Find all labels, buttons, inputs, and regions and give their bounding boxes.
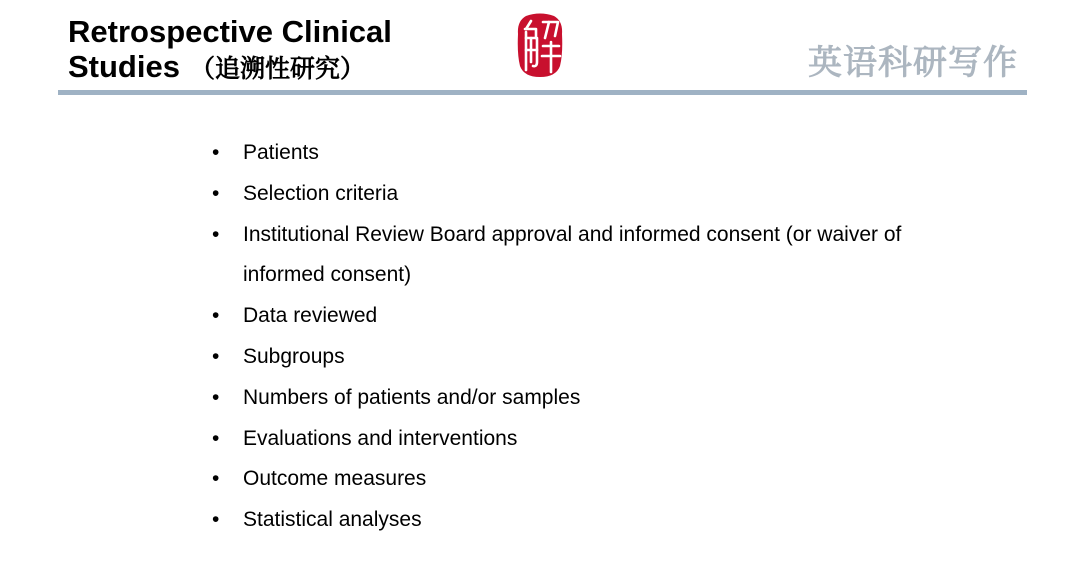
bullet-icon: • (212, 181, 220, 205)
slide-title-line-1: Retrospective Clinical (68, 14, 392, 49)
bullet-list (212, 133, 912, 541)
bullet-icon: • (212, 426, 220, 450)
slide-title (68, 14, 392, 86)
list-item-text: Statistical analyses (243, 508, 422, 532)
list-item (212, 378, 912, 419)
header-divider (58, 90, 1027, 95)
list-item-text: Numbers of patients and/or samples (243, 385, 581, 409)
list-item (212, 419, 912, 460)
bullet-icon: • (212, 508, 220, 532)
slide-title-chinese: （追溯性研究） (189, 54, 365, 83)
bullet-icon: • (212, 304, 220, 328)
list-item-text: Outcome measures (243, 467, 427, 491)
list-item (212, 174, 912, 215)
list-item-text: Patients (243, 141, 319, 164)
seal-logo-icon (516, 12, 564, 78)
bullet-icon: • (212, 222, 220, 246)
list-item-text: Data reviewed (243, 304, 378, 328)
list-item-text: Evaluations and interventions (243, 426, 518, 450)
list-item (212, 215, 912, 297)
slide-title-english: Studies (68, 49, 180, 84)
list-item (212, 133, 912, 174)
bullet-icon: • (212, 385, 220, 409)
list-item-text: Selection criteria (243, 181, 399, 205)
list-item (212, 337, 912, 378)
list-item-text: Subgroups (243, 344, 345, 368)
bullet-icon: • (212, 344, 220, 368)
brand-title: 英语科研写作 (808, 43, 1018, 83)
list-item-text: Institutional Review Board approval and informed consent (or waiver of informed consent) (243, 222, 902, 287)
slide-title-line-2 (68, 49, 392, 86)
list-item (212, 459, 912, 500)
bullet-icon: • (212, 467, 220, 491)
list-item (212, 296, 912, 337)
list-item (212, 500, 912, 541)
bullet-icon: • (212, 141, 220, 164)
